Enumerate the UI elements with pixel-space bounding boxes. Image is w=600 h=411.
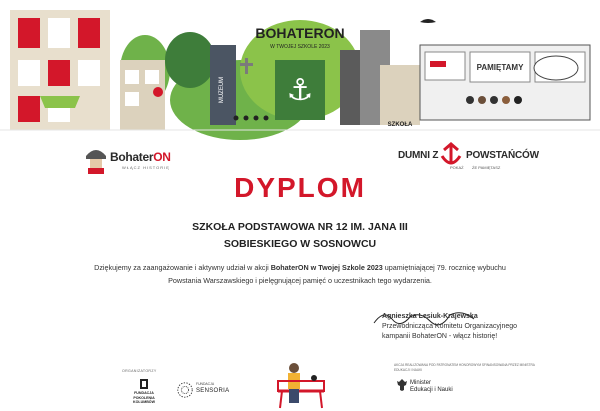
diploma-title: DYPLOM [234, 172, 366, 203]
fundacja-emblem-icon [126, 378, 162, 390]
signatory-name: Agnieszka Lesiuk-Krajewska [382, 313, 478, 320]
patronage-label: AKCJA REALIZOWANA POD PATRONATEM HONOROWYM SFINANSOWANA PRZEZ MINISTRA EDUKACJI I NAUKI [394, 363, 535, 372]
svg-text:⚓: ⚓ [286, 73, 314, 108]
sensoria-big: SENSORIA [196, 388, 230, 394]
ze-pamietasz-text: ŻE PAMIĘTASZ [472, 165, 501, 170]
polish-eagle-icon [396, 378, 408, 392]
signatory-role-line-2: kampanii BohaterON - włącz historię! [382, 333, 498, 340]
school-line-2: SOBIESKIEGO W SOSNOWCU [223, 238, 377, 250]
sensoria-dots-icon [176, 381, 194, 399]
school-line-1: SZKOŁA PODSTAWOWA NR 12 IM. JANA III [192, 221, 408, 233]
logo-brand-on: ON [153, 150, 171, 164]
powstancow-text: POWSTAŃCÓW [466, 150, 539, 161]
body-text-part-1: Dziękujemy za zaangażowanie i aktywny udział w akcji [94, 263, 271, 272]
fundacja-line-1: FUNDACJA [134, 391, 154, 395]
diploma-body [60, 262, 540, 287]
signatory-role-line-1: Przewodnicząca Komitetu Organizacyjnego [382, 323, 518, 330]
logo-brand-text: Bohater [110, 150, 154, 164]
body-text-bold: BohaterON w Twojej Szkole 2023 [270, 263, 383, 272]
fundacja-sensoria-logo [176, 377, 230, 407]
soldier-helmet-icon [82, 142, 110, 174]
svg-text:PAMIĘTAMY: PAMIĘTAMY [476, 63, 524, 72]
svg-text:W TWOJEJ SZKOLE 2023: W TWOJEJ SZKOLE 2023 [270, 44, 330, 50]
body-text-part-2: upamiętniającej 79. rocznicę wybuchu [382, 263, 506, 272]
school-name [0, 219, 600, 253]
body-text-line-2: Powstania Warszawskiego i pielęgnującej pamięć o uczestnikach tego wydarzenia. [168, 275, 432, 285]
dumni-z-powstancow-logo [398, 140, 573, 176]
fundacja-line-2: POKOLENIA KOLUMBÓW [133, 395, 155, 404]
sensoria-small: FUNDACJA [196, 382, 215, 386]
svg-text:BOHATERON: BOHATERON [255, 25, 345, 41]
signature-block [382, 312, 572, 342]
ministry-line-1: Minister [410, 380, 432, 386]
svg-text:SZKOŁA: SZKOŁA [387, 122, 413, 128]
dumni-text: DUMNI Z [398, 150, 439, 161]
banner-illustration [0, 0, 600, 140]
organizers-label: ORGANIZATORZY [122, 369, 157, 373]
ministry-line-2: Edukacji i Nauki [410, 387, 453, 393]
svg-text:MUZEUM: MUZEUM [219, 76, 225, 104]
pokaz-text: POKAŻ [450, 165, 464, 170]
logo-brand-sub: WŁĄCZ HISTORIĘ [122, 165, 170, 170]
bohateron-logo [82, 140, 192, 176]
bench-illustration [268, 356, 332, 411]
fundacja-pokolenia-kolumbow-logo [126, 378, 162, 402]
ministry-patronage [394, 363, 554, 407]
